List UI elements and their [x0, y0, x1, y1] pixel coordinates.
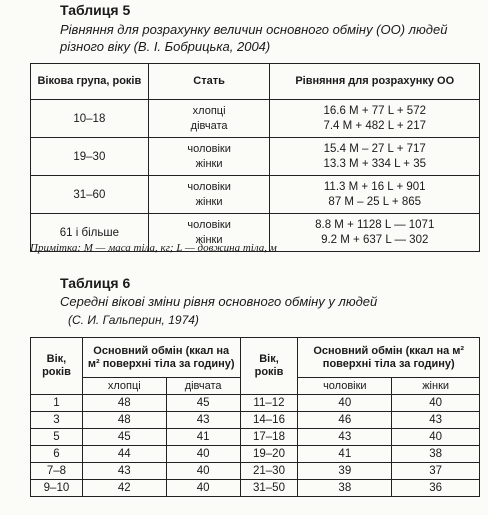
age-left: 9–10 [31, 480, 83, 497]
table-row [31, 429, 480, 446]
table5-caption: Таблиця 5 [60, 2, 131, 18]
header-age-right: Вік, років [240, 338, 298, 395]
header-equation: Рівняння для розрахунку ОО [270, 64, 480, 100]
sex-1: хлопці [192, 104, 226, 117]
girls-value: 41 [166, 429, 240, 446]
age-left: 3 [31, 412, 83, 429]
age-right: 31–50 [240, 480, 298, 497]
women-value: 37 [392, 463, 480, 480]
girls-value: 40 [166, 446, 240, 463]
age-right: 17–18 [240, 429, 298, 446]
equation-2: 87 M – 25 L + 865 [328, 195, 422, 208]
men-value: 40 [298, 395, 392, 412]
women-value: 43 [392, 412, 480, 429]
age-group: 10–18 [31, 100, 149, 138]
equation-1: 16.6 M + 77 L + 572 [323, 104, 426, 117]
sex-1: чоловіки [187, 218, 231, 231]
girls-value: 45 [166, 395, 240, 412]
age-right: 21–30 [240, 463, 298, 480]
table-row [31, 446, 480, 463]
age-left: 6 [31, 446, 83, 463]
age-left: 1 [31, 395, 83, 412]
equation-2: 13.3 M + 334 L + 35 [323, 157, 426, 170]
women-value: 36 [392, 480, 480, 497]
equation-1: 15.4 M – 27 L + 717 [323, 142, 426, 155]
boys-value: 48 [82, 412, 166, 429]
women-value: 38 [392, 446, 480, 463]
table-row [31, 176, 480, 214]
header-age-left: Вік, років [31, 338, 83, 395]
women-value: 40 [392, 395, 480, 412]
table5-note: Примітка: M — маса тіла, кг; L — довжина тіла, м [30, 242, 277, 254]
header-men: чоловіки [298, 378, 392, 395]
age-group: 61 і більше [31, 214, 149, 252]
table6 [30, 337, 480, 497]
boys-value: 48 [82, 395, 166, 412]
equation-2: 9.2 M + 637 L — 302 [321, 233, 429, 246]
header-bmr-left: Основний обмін (ккал на м² поверхні тіла за годину) [82, 338, 240, 378]
table5-title-line1: Рівняння для розрахунку величин основного обміну (ОО) людей [60, 22, 448, 37]
boys-value: 43 [82, 463, 166, 480]
sex-2: дівчата [190, 119, 228, 132]
table6-title: Середні вікові зміни рівня основного обміну у людей [60, 294, 378, 309]
age-left: 5 [31, 429, 83, 446]
header-bmr-right: Основний обмін (ккал на м² поверхні тіла за годину) [298, 338, 480, 378]
table6-caption: Таблиця 6 [60, 275, 131, 291]
age-group: 31–60 [31, 176, 149, 214]
men-value: 46 [298, 412, 392, 429]
equation-cell [270, 176, 480, 214]
boys-value: 42 [82, 480, 166, 497]
girls-value: 43 [166, 412, 240, 429]
girls-value: 40 [166, 463, 240, 480]
girls-value: 40 [166, 480, 240, 497]
header-sex: Стать [148, 64, 270, 100]
equation-1: 8.8 M + 1128 L — 1071 [315, 218, 435, 231]
men-value: 41 [298, 446, 392, 463]
header-women: жінки [392, 378, 480, 395]
sex-2: жінки [195, 157, 223, 170]
table6-header-row [31, 338, 480, 378]
header-age-group: Вікова група, років [31, 64, 149, 100]
table6-source: (С. И. Гальперин, 1974) [68, 313, 199, 327]
header-girls: дівчата [166, 378, 240, 395]
equation-1: 11.3 M + 16 L + 901 [323, 180, 426, 193]
table5-header-row [31, 64, 480, 100]
equation-cell [270, 138, 480, 176]
sex-1: чоловіки [187, 180, 231, 193]
men-value: 38 [298, 480, 392, 497]
equation-cell [270, 214, 480, 252]
table-row [31, 480, 480, 497]
sex-2: жінки [195, 233, 223, 246]
equation-2: 7.4 M + 482 L + 217 [323, 119, 426, 132]
sex-cell [148, 100, 270, 138]
men-value: 43 [298, 429, 392, 446]
boys-value: 45 [82, 429, 166, 446]
table-row [31, 100, 480, 138]
equation-cell [270, 100, 480, 138]
table-row [31, 463, 480, 480]
table5-title [60, 21, 480, 55]
age-group: 19–30 [31, 138, 149, 176]
age-right: 11–12 [240, 395, 298, 412]
table-row [31, 395, 480, 412]
men-value: 39 [298, 463, 392, 480]
table5 [30, 63, 480, 252]
sex-cell [148, 176, 270, 214]
sex-cell [148, 138, 270, 176]
sex-2: жінки [195, 195, 223, 208]
table-row [31, 412, 480, 429]
boys-value: 44 [82, 446, 166, 463]
age-left: 7–8 [31, 463, 83, 480]
age-right: 14–16 [240, 412, 298, 429]
sex-1: чоловіки [187, 142, 231, 155]
age-right: 19–20 [240, 446, 298, 463]
table5-source: (В. І. Бобрицька, 2004) [133, 39, 271, 54]
table5-title-line2: різного віку [60, 39, 130, 54]
women-value: 40 [392, 429, 480, 446]
table-row [31, 138, 480, 176]
header-boys: хлопці [82, 378, 166, 395]
